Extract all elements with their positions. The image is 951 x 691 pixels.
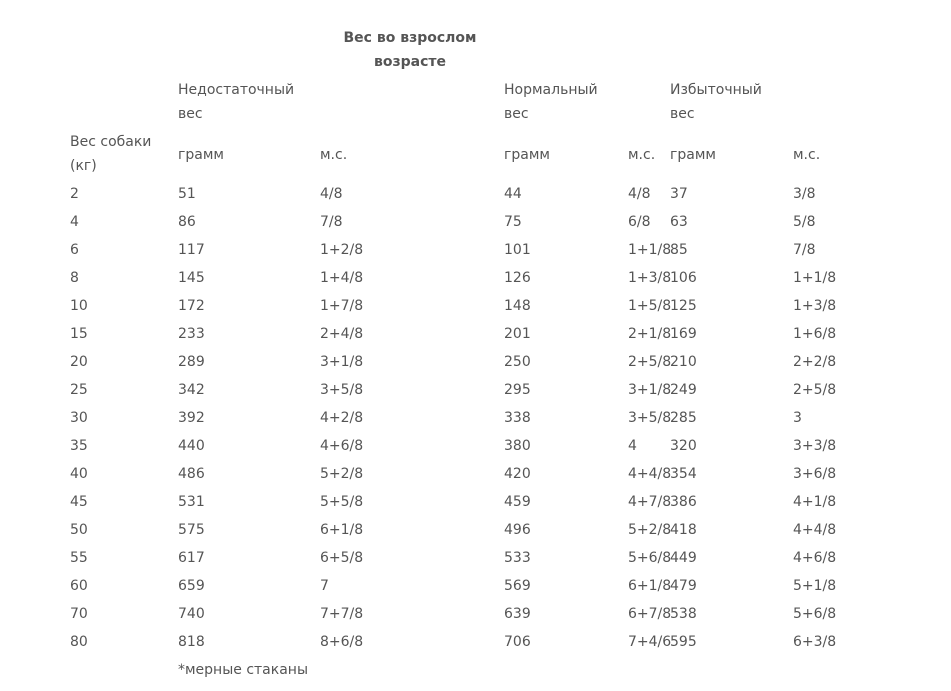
col-header-under-cups: м.с. — [320, 147, 348, 163]
cell-under-gram: 117 — [178, 242, 205, 258]
cell-under-cups: 2+4/8 — [320, 326, 364, 342]
cell-under-gram: 51 — [178, 186, 196, 202]
cell-normal-gram: 639 — [504, 606, 531, 622]
cell-normal-gram: 126 — [504, 270, 531, 286]
cell-under-gram: 740 — [178, 606, 205, 622]
cell-over-cups: 3+6/8 — [793, 466, 837, 482]
cell-under-cups: 4+2/8 — [320, 410, 364, 426]
dog-weight-header-line-1: Вес собаки — [70, 134, 152, 150]
cell-normal-gram: 338 — [504, 410, 531, 426]
cell-over-cups: 7/8 — [793, 242, 816, 258]
col-header-over-cups: м.с. — [793, 147, 821, 163]
cell-under-gram: 172 — [178, 298, 205, 314]
cell-over-gram: 106 — [670, 270, 697, 286]
cell-over-gram: 418 — [670, 522, 697, 538]
cell-under-cups: 6+5/8 — [320, 550, 364, 566]
cell-over-gram: 285 — [670, 410, 697, 426]
group-header-underweight-line-2: вес — [178, 106, 203, 122]
cell-dog-weight: 20 — [70, 354, 88, 370]
cell-dog-weight: 45 — [70, 494, 88, 510]
cell-under-gram: 486 — [178, 466, 205, 482]
dog-weight-header-line-2: (кг) — [70, 158, 97, 174]
cell-normal-gram: 295 — [504, 382, 531, 398]
cell-under-gram: 392 — [178, 410, 205, 426]
cell-normal-gram: 380 — [504, 438, 531, 454]
group-header-overweight-line-2: вес — [670, 106, 695, 122]
col-header-under-gram: грамм — [178, 147, 224, 163]
cell-over-cups: 4+1/8 — [793, 494, 837, 510]
cell-normal-cups: 1+3/8 — [628, 270, 672, 286]
cell-over-gram: 63 — [670, 214, 688, 230]
cell-over-cups: 4+4/8 — [793, 522, 837, 538]
cell-under-cups: 6+1/8 — [320, 522, 364, 538]
cell-over-gram: 538 — [670, 606, 697, 622]
table-title-line-2: возрасте — [374, 54, 446, 70]
cell-under-gram: 617 — [178, 550, 205, 566]
cell-normal-cups: 6/8 — [628, 214, 651, 230]
cell-over-cups: 1+1/8 — [793, 270, 837, 286]
cell-under-gram: 531 — [178, 494, 205, 510]
cell-normal-cups: 4/8 — [628, 186, 651, 202]
cell-over-cups: 3+3/8 — [793, 438, 837, 454]
cell-normal-gram: 706 — [504, 634, 531, 650]
cell-normal-cups: 4+4/8 — [628, 466, 672, 482]
cell-normal-gram: 420 — [504, 466, 531, 482]
cell-under-gram: 145 — [178, 270, 205, 286]
cell-dog-weight: 35 — [70, 438, 88, 454]
cell-normal-cups: 1+5/8 — [628, 298, 672, 314]
cell-over-gram: 210 — [670, 354, 697, 370]
cell-dog-weight: 15 — [70, 326, 88, 342]
table-title — [330, 26, 490, 74]
group-header-normal-line-1: Нормальный — [504, 82, 598, 98]
cell-over-gram: 125 — [670, 298, 697, 314]
cell-over-gram: 386 — [670, 494, 697, 510]
cell-under-cups: 7 — [320, 578, 329, 594]
group-header-normal-line-2: вес — [504, 106, 529, 122]
cell-over-cups: 5+6/8 — [793, 606, 837, 622]
cell-under-cups: 3+5/8 — [320, 382, 364, 398]
cell-under-cups: 4/8 — [320, 186, 343, 202]
cell-normal-cups: 3+5/8 — [628, 410, 672, 426]
cell-over-cups: 1+6/8 — [793, 326, 837, 342]
cell-normal-gram: 533 — [504, 550, 531, 566]
group-header-overweight — [670, 78, 762, 126]
cell-under-cups: 1+7/8 — [320, 298, 364, 314]
cell-normal-gram: 101 — [504, 242, 531, 258]
cell-normal-cups: 4+7/8 — [628, 494, 672, 510]
cell-normal-gram: 250 — [504, 354, 531, 370]
cell-dog-weight: 10 — [70, 298, 88, 314]
group-header-overweight-line-1: Избыточный — [670, 82, 762, 98]
cell-under-gram: 440 — [178, 438, 205, 454]
cell-over-cups: 3/8 — [793, 186, 816, 202]
cell-dog-weight: 40 — [70, 466, 88, 482]
table-title-line-1: Вес во взрослом — [343, 30, 477, 46]
group-header-underweight — [178, 78, 294, 126]
cell-over-cups: 5+1/8 — [793, 578, 837, 594]
cell-normal-gram: 44 — [504, 186, 522, 202]
cell-normal-gram: 459 — [504, 494, 531, 510]
cell-normal-cups: 3+1/8 — [628, 382, 672, 398]
cell-normal-cups: 7+4/6 — [628, 634, 672, 650]
col-header-normal-gram: грамм — [504, 147, 550, 163]
cell-under-gram: 342 — [178, 382, 205, 398]
cell-under-gram: 575 — [178, 522, 205, 538]
cell-normal-gram: 201 — [504, 326, 531, 342]
cell-dog-weight: 70 — [70, 606, 88, 622]
cell-over-gram: 595 — [670, 634, 697, 650]
group-header-normal — [504, 78, 598, 126]
cell-under-cups: 5+5/8 — [320, 494, 364, 510]
col-header-over-gram: грамм — [670, 147, 716, 163]
cell-normal-cups: 2+1/8 — [628, 326, 672, 342]
cell-over-cups: 3 — [793, 410, 802, 426]
cell-normal-cups: 5+2/8 — [628, 522, 672, 538]
cell-normal-cups: 6+7/8 — [628, 606, 672, 622]
cell-dog-weight: 6 — [70, 242, 79, 258]
cell-dog-weight: 60 — [70, 578, 88, 594]
cell-over-gram: 320 — [670, 438, 697, 454]
cell-normal-gram: 148 — [504, 298, 531, 314]
cell-over-gram: 85 — [670, 242, 688, 258]
dog-weight-header — [70, 130, 151, 178]
cell-dog-weight: 25 — [70, 382, 88, 398]
cell-normal-gram: 75 — [504, 214, 522, 230]
cell-under-gram: 233 — [178, 326, 205, 342]
cell-under-gram: 659 — [178, 578, 205, 594]
cell-normal-cups: 2+5/8 — [628, 354, 672, 370]
cell-dog-weight: 4 — [70, 214, 79, 230]
cell-over-cups: 4+6/8 — [793, 550, 837, 566]
cell-dog-weight: 80 — [70, 634, 88, 650]
cell-under-gram: 289 — [178, 354, 205, 370]
cell-over-cups: 2+2/8 — [793, 354, 837, 370]
cell-normal-cups: 6+1/8 — [628, 578, 672, 594]
cell-over-gram: 449 — [670, 550, 697, 566]
cell-under-cups: 1+4/8 — [320, 270, 364, 286]
cell-under-cups: 7+7/8 — [320, 606, 364, 622]
footnote: *мерные стаканы — [178, 662, 309, 678]
cell-over-gram: 169 — [670, 326, 697, 342]
cell-normal-gram: 496 — [504, 522, 531, 538]
cell-under-cups: 1+2/8 — [320, 242, 364, 258]
cell-over-cups: 2+5/8 — [793, 382, 837, 398]
col-header-normal-cups: м.с. — [628, 147, 656, 163]
cell-dog-weight: 55 — [70, 550, 88, 566]
cell-over-gram: 479 — [670, 578, 697, 594]
cell-under-cups: 5+2/8 — [320, 466, 364, 482]
cell-over-cups: 1+3/8 — [793, 298, 837, 314]
cell-normal-cups: 4 — [628, 438, 637, 454]
cell-over-gram: 249 — [670, 382, 697, 398]
cell-under-gram: 86 — [178, 214, 196, 230]
cell-over-gram: 37 — [670, 186, 688, 202]
cell-under-cups: 8+6/8 — [320, 634, 364, 650]
group-header-underweight-line-1: Недостаточный — [178, 82, 295, 98]
cell-normal-cups: 5+6/8 — [628, 550, 672, 566]
cell-under-cups: 3+1/8 — [320, 354, 364, 370]
cell-under-cups: 4+6/8 — [320, 438, 364, 454]
cell-over-cups: 6+3/8 — [793, 634, 837, 650]
cell-dog-weight: 2 — [70, 186, 79, 202]
cell-dog-weight: 8 — [70, 270, 79, 286]
cell-dog-weight: 30 — [70, 410, 88, 426]
cell-under-gram: 818 — [178, 634, 205, 650]
cell-over-gram: 354 — [670, 466, 697, 482]
cell-over-cups: 5/8 — [793, 214, 816, 230]
cell-under-cups: 7/8 — [320, 214, 343, 230]
cell-normal-cups: 1+1/8 — [628, 242, 672, 258]
cell-normal-gram: 569 — [504, 578, 531, 594]
cell-dog-weight: 50 — [70, 522, 88, 538]
